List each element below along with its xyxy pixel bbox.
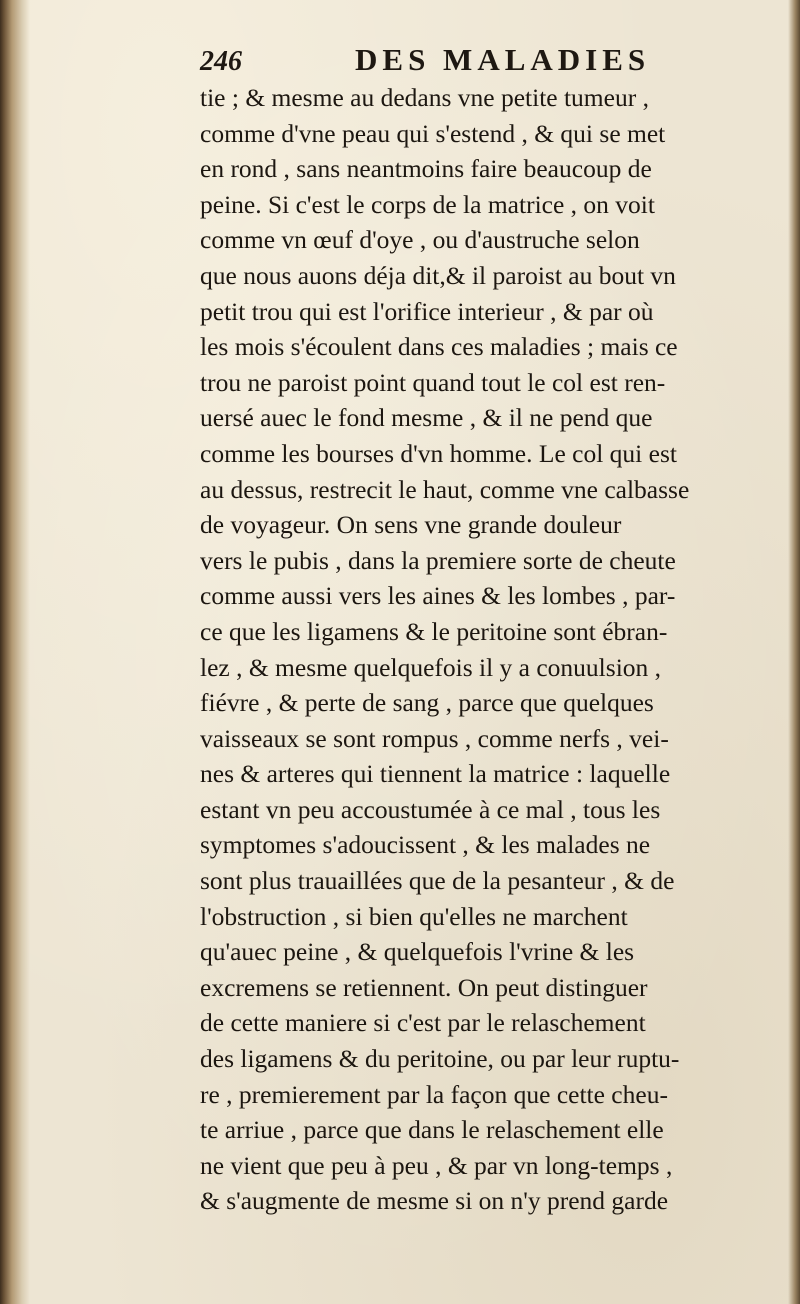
text-line: de cette maniere si c'est par le relaschement — [200, 1008, 646, 1038]
text-line: vers le pubis , dans la premiere sorte de cheute — [200, 545, 676, 575]
text-line: trou ne paroist point quand tout le col est ren- — [200, 367, 666, 397]
text-line: des ligamens & du peritoine, ou par leur ruptu- — [200, 1044, 680, 1074]
text-line: comme les bourses d'vn homme. Le col qui est — [200, 438, 677, 468]
binding-gutter — [0, 0, 30, 1304]
text-line: ce que les ligamens & le peritoine sont ébran- — [200, 616, 668, 646]
text-line: vaisseaux se sont rompus , comme nerfs , vei- — [200, 723, 669, 753]
text-line: nes & arteres qui tiennent la matrice : laquelle — [200, 759, 671, 789]
text-line: te arriue , parce que dans le relaschement elle — [200, 1115, 664, 1145]
page-edge — [788, 0, 800, 1304]
text-line: symptomes s'adoucissent , & les malades ne — [200, 830, 651, 860]
text-line: que nous auons déja dit,& il paroist au bout vn — [200, 260, 676, 290]
text-line: au dessus, restrecit le haut, comme vne calbasse — [200, 474, 690, 504]
body-text — [200, 80, 765, 1219]
page-number: 246 — [200, 46, 242, 77]
text-line: excremens se retiennent. On peut distinguer — [200, 972, 648, 1002]
text-line: tie ; & mesme au dedans vne petite tumeur , — [200, 83, 649, 112]
text-line: & s'augmente de mesme si on n'y prend garde — [200, 1186, 669, 1216]
text-line: ne vient que peu à peu , & par vn long-temps , — [200, 1150, 673, 1180]
text-line: les mois s'écoulent dans ces maladies ; mais ce — [200, 332, 678, 362]
text-line: petit trou qui est l'orifice interieur , & par où — [200, 296, 654, 326]
text-line: peine. Si c'est le corps de la matrice , on voit — [200, 189, 655, 219]
text-line: estant vn peu accoustumée à ce mal , tous les — [200, 794, 661, 824]
text-line: comme aussi vers les aines & les lombes , par- — [200, 581, 676, 611]
text-line: de voyageur. On sens vne grande douleur — [200, 510, 622, 540]
text-line: qu'auec peine , & quelquefois l'vrine & les — [200, 937, 635, 967]
text-line: comme vn œuf d'oye , ou d'austruche selon — [200, 225, 640, 255]
text-line: fiévre , & perte de sang , parce que quelques — [200, 688, 654, 718]
text-line: comme d'vne peau qui s'estend , & qui se met — [200, 118, 666, 148]
text-line: re , premierement par la façon que cette cheu- — [200, 1079, 668, 1109]
page-header — [200, 42, 760, 82]
running-head: DES MALADIES — [355, 42, 651, 77]
text-line: uersé auec le fond mesme , & il ne pend que — [200, 403, 653, 433]
text-line: en rond , sans neantmoins faire beaucoup de — [200, 154, 652, 184]
text-line: l'obstruction , si bien qu'elles ne marchent — [200, 901, 628, 931]
text-line: sont plus trauaillées que de la pesanteur , & de — [200, 866, 675, 896]
text-line: lez , & mesme quelquefois il y a conuulsion , — [200, 652, 662, 682]
